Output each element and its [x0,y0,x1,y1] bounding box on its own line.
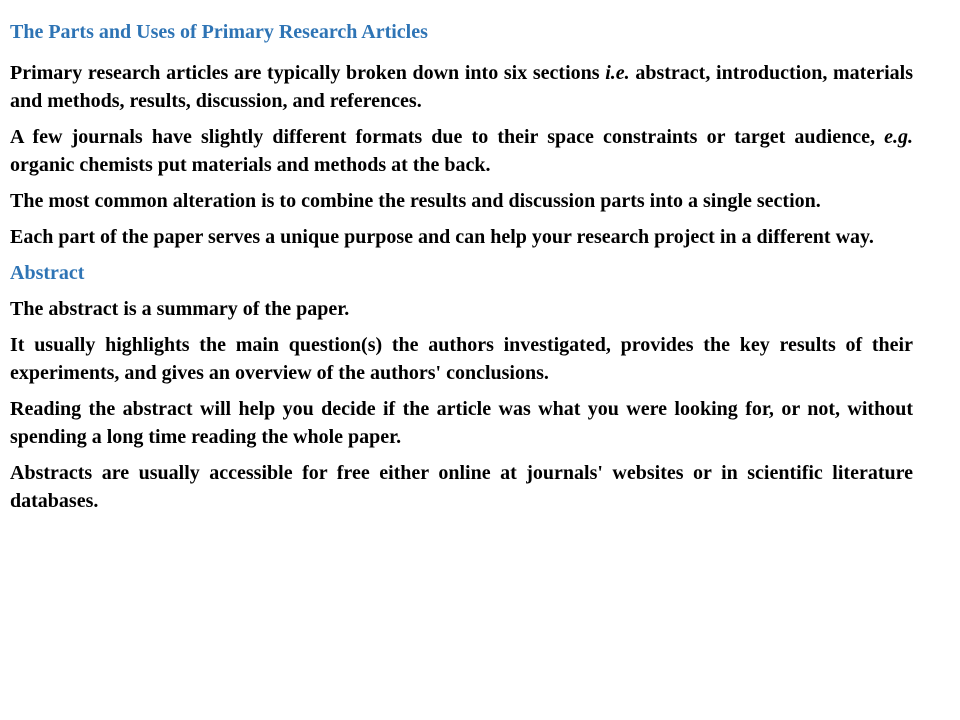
abstract-heading: Abstract [10,262,85,284]
slide-content [10,18,913,523]
abstract-paragraph-4: Abstracts are usually accessible for free either online at journals' websites or in scientific literature databases. [10,462,913,512]
abstract-paragraph-3: Reading the abstract will help you decide if the article was what you were looking for, or not, without spending a long time reading the whole paper. [10,398,913,448]
intro-p2-text-b: organic chemists put materials and methods at the back. [10,154,491,176]
intro-paragraph-4: Each part of the paper serves a unique purpose and can help your research project in a different way. [10,226,874,248]
intro-p2-text-a: A few journals have slightly different formats due to their space constraints or target audience, [10,126,885,148]
intro-paragraph-2 [10,123,913,179]
abstract-paragraph-2: It usually highlights the main question(s) the authors investigated, provides the key results of their experiments, and gives an overview of the authors' conclusions. [10,334,913,384]
intro-p1-abbrev: i.e. [605,62,630,84]
intro-p1-text-a: Primary research articles are typically broken down into six sections [10,62,606,84]
page-title: The Parts and Uses of Primary Research Articles [10,21,428,43]
abstract-paragraph-1: The abstract is a summary of the paper. [10,298,350,320]
intro-p2-abbrev: e.g. [884,126,913,148]
intro-paragraph-1 [10,59,913,115]
intro-paragraph-3: The most common alteration is to combine the results and discussion parts into a single section. [10,190,821,212]
intro-p1-text-b: abstract, introduction, materials and methods, results, discussion, and references. [10,62,913,112]
